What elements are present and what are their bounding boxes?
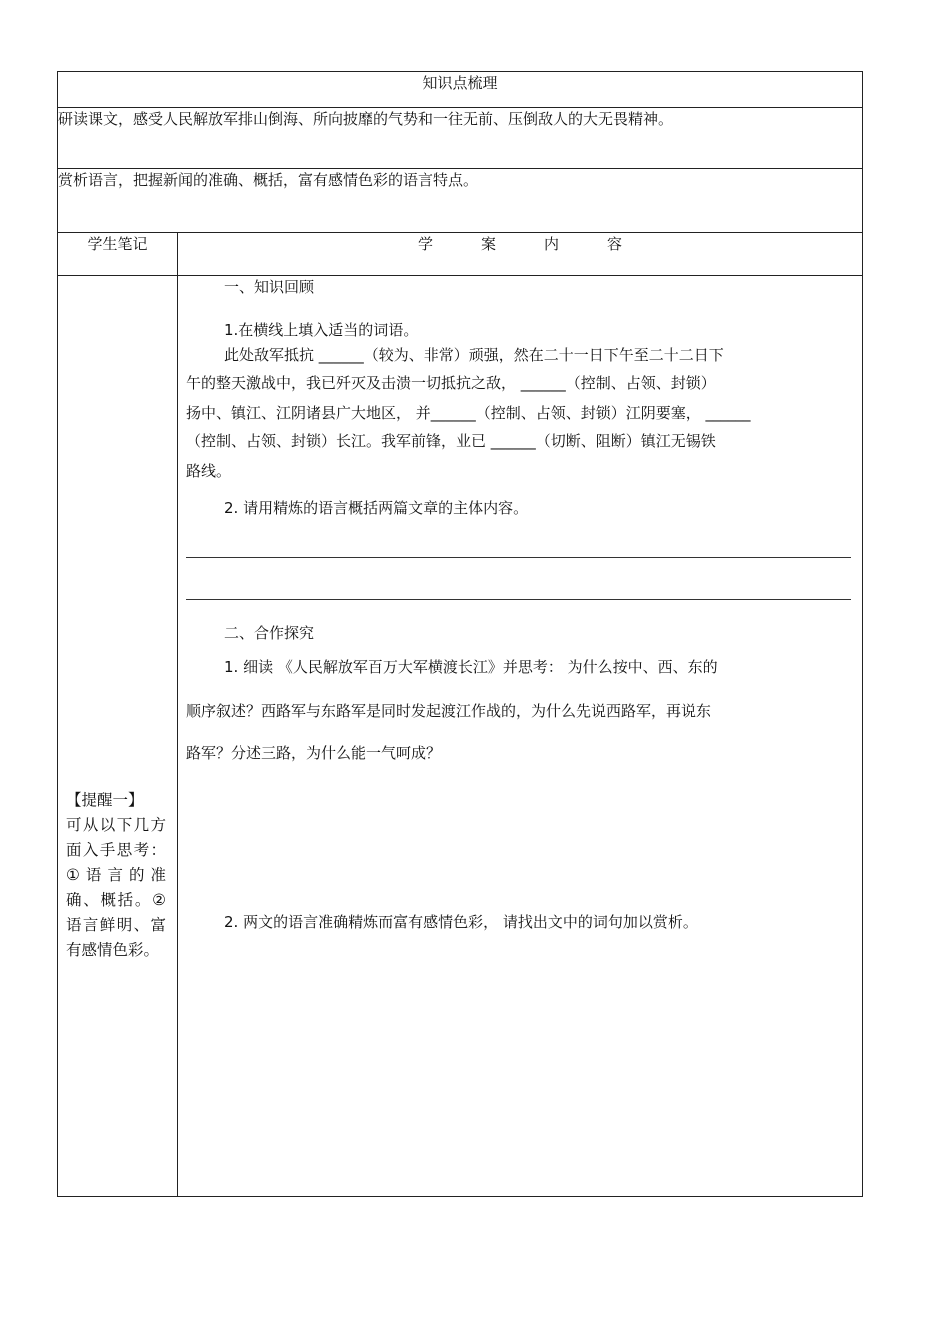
section-1-q2: 2. 请用精炼的语言概括两篇文章的主体内容。 [224,499,529,517]
section-2-heading: 二、合作探究 [224,624,315,642]
column-header-content [178,233,863,276]
study-content-cell [178,276,863,1197]
section-2-q2: 2. 两文的语言准确精炼而富有感情色彩， 请找出文中的词句加以赏析。 [224,913,698,931]
header-char: 学 [417,235,433,253]
section-2-q1-line: 1. 细读 《人民解放军百万大军横渡长江》并思考： 为什么按中、西、东的 [224,658,718,676]
reminder-heading: 【提醒一】 [66,791,144,809]
section-2-q1-line: 路军？分述三路，为什么能一气呵成？ [186,744,442,762]
fill-blank-line: 午的整天激战中，我已歼灭及击溃一切抵抗之敌， ______（控制、占领、封锁） [186,374,716,392]
reminder-body: 可从以下几方面入手思考：①语言的准确、概括。②语言鲜明、富有感情色彩。 [66,816,166,959]
section-1-q1-prompt: 1.在横线上填入适当的词语。 [224,321,419,339]
student-notes-cell[interactable] [58,276,178,1197]
learning-goal-1: 研读课文，感受人民解放军排山倒海、所向披靡的气势和一往无前、压倒敌人的大无畏精神。 [58,108,863,169]
header-char: 内 [544,235,560,253]
answer-line[interactable] [186,557,851,558]
fill-blank-line: 扬中、镇江、江阴诸县广大地区， 并______（控制、占领、封锁）江阴要塞， ______ [186,404,751,422]
answer-line[interactable] [186,599,851,600]
learning-goal-2: 赏析语言，把握新闻的准确、概括，富有感情色彩的语言特点。 [58,169,863,233]
header-char: 案 [480,235,496,253]
column-header-notes: 学生笔记 [58,233,178,276]
fill-blank-line: 此处敌军抵抗 ______（较为、非常）顽强，然在二十一日下午至二十二日下 [224,346,724,364]
section-2-q1-line: 顺序叙述？西路军与东路军是同时发起渡江作战的，为什么先说西路军，再说东 [186,702,712,720]
fill-blank-line: 路线。 [186,462,232,480]
section-1-heading: 一、知识回顾 [224,278,315,296]
study-plan-table [57,71,863,1197]
reminder-note [66,788,166,963]
fill-blank-line: （控制、占领、封锁）长江。我军前锋，业已 ______（切断、阻断）镇江无锡铁 [186,432,716,450]
table-title: 知识点梳理 [58,72,863,108]
header-char: 容 [607,235,623,253]
